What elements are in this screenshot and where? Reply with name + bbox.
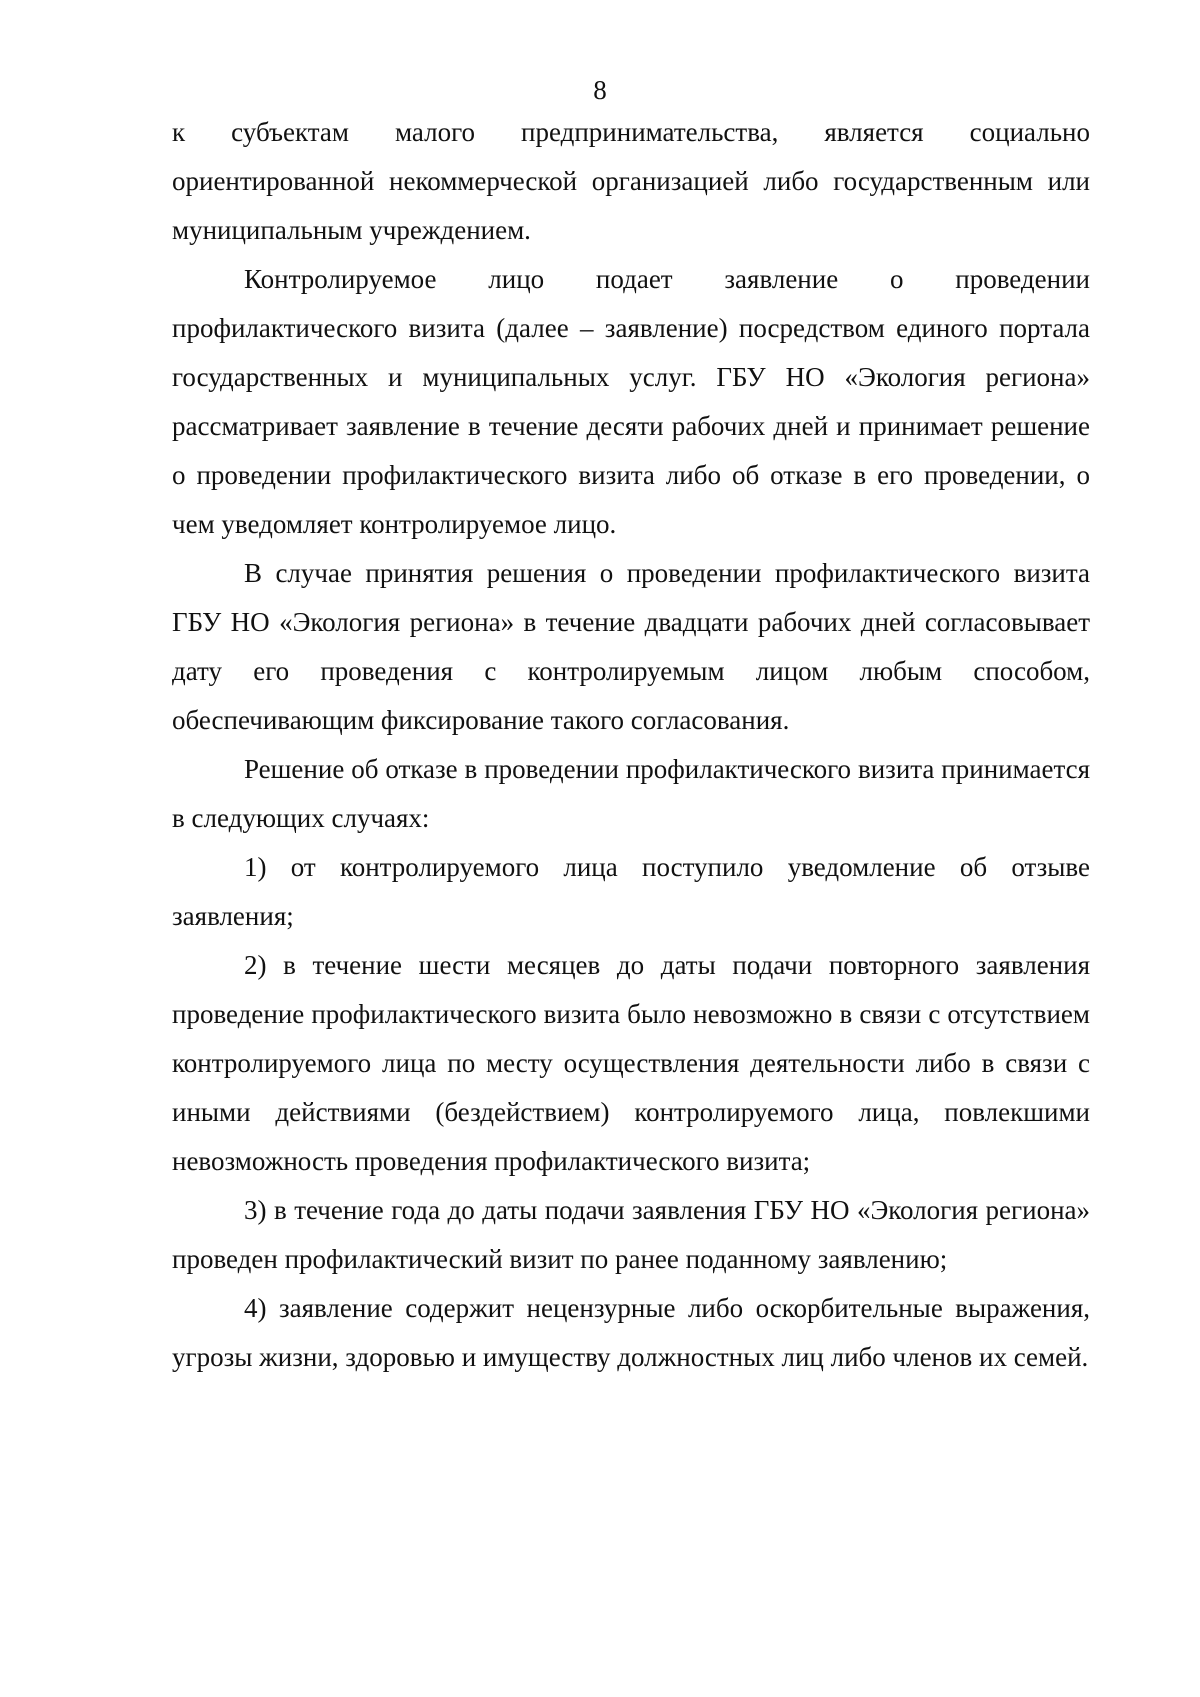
page-number: 8 — [593, 75, 607, 105]
paragraph-visit-date-agreement: В случае принятия решения о проведении профилактического визита ГБУ НО «Экология региона» в течение двадцати рабочих дней согласовывает дату его проведения с контролируемым лицом любым способом, обеспечивающим фиксирование такого согласования. — [172, 558, 1090, 735]
document-body — [172, 108, 1090, 1382]
list-item-3: 3) в течение года до даты подачи заявления ГБУ НО «Экология региона» проведен профилактический визит по ранее поданному заявлению; — [172, 1195, 1090, 1274]
list-item-2: 2) в течение шести месяцев до даты подачи повторного заявления проведение профилактического визита было невозможно в связи с отсутствием контролируемого лица по месту осуществления деятельности либо в связи с иными действиями (бездействием) контролируемого лица, повлекшими невозможность проведения профилактического визита; — [172, 950, 1090, 1176]
list-item-4: 4) заявление содержит нецензурные либо оскорбительные выражения, угрозы жизни, здоровью и имуществу должностных лиц либо членов их семей. — [172, 1293, 1090, 1372]
paragraph-application-submission: Контролируемое лицо подает заявление о проведении профилактического визита (далее – заявление) посредством единого портала государственных и муниципальных услуг. ГБУ НО «Экология региона» рассматривает заявление в течение десяти рабочих дней и принимает решение о проведении профилактического визита либо об отказе в его проведении, о чем уведомляет контролируемое лицо. — [172, 264, 1090, 539]
paragraph-continuation: к субъектам малого предпринимательства, является социально ориентированной некоммерческой организацией либо государственным или муниципальным учреждением. — [172, 117, 1090, 245]
paragraph-refusal-cases-intro: Решение об отказе в проведении профилактического визита принимается в следующих случаях: — [172, 754, 1090, 833]
list-item-1: 1) от контролируемого лица поступило уведомление об отзыве заявления; — [172, 852, 1090, 931]
